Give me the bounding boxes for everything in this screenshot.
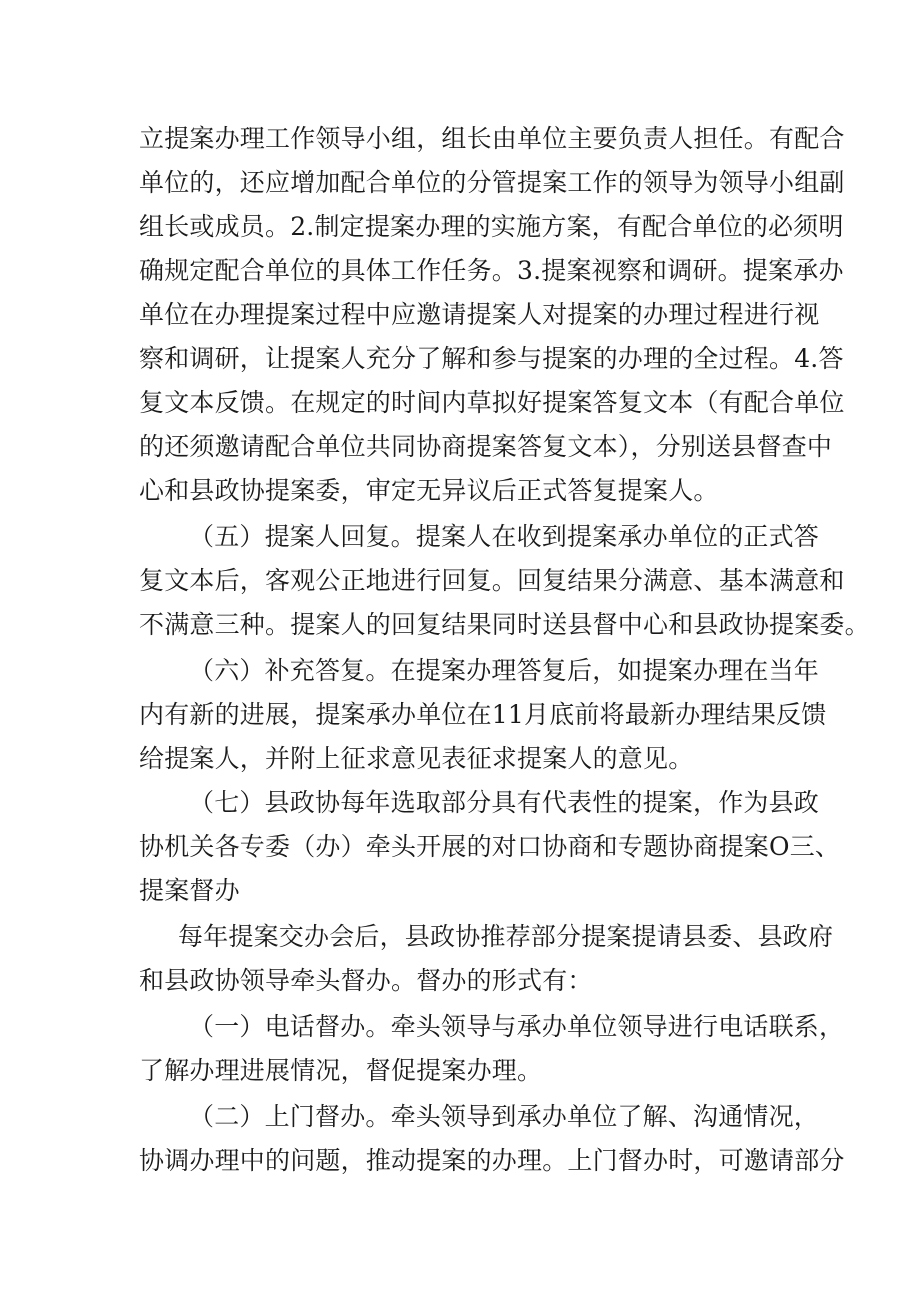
text-line-15: 给提案人，并附上征求意见表征求提案人的意见。 (139, 744, 694, 773)
text-line-18: 提案督办 (139, 876, 240, 905)
text-line-13: （六）补充答复。在提案办理答复后，如提案办理在当年 (189, 656, 820, 685)
text-line-11: 复文本后，客观公正地进行回复。回复结果分满意、基本满意和 (139, 566, 845, 595)
text-line-21: （一）电话督办。牵头领导与承办单位领导进行电话联系， (189, 1012, 845, 1041)
text-line-16: （七）县政协每年选取部分具有代表性的提案，作为县政 (189, 788, 820, 817)
text-line-17: 协机关各专委（办）牵头开展的对口协商和专题协商提案O三、 (139, 832, 841, 861)
text-line-7: 复文本反馈。在规定的时间内草拟好提案答复文本（有配合单位 (139, 388, 845, 417)
text-line-6: 察和调研，让提案人充分了解和参与提案的办理的全过程。4.答 (139, 344, 844, 373)
text-line-12: 不满意三种。提案人的回复结果同时送县督中心和县政协提案委。 (139, 610, 870, 639)
text-line-2: 单位的，还应增加配合单位的分管提案工作的领导为领导小组副 (139, 168, 845, 197)
text-line-5: 单位在办理提案过程中应邀请提案人对提案的办理过程进行视 (139, 300, 820, 329)
text-line-20: 和县政协领导牵头督办。督办的形式有： (139, 966, 593, 995)
text-line-19: 每年提案交办会后，县政协推荐部分提案提请县委、县政府 (178, 922, 834, 951)
text-line-22: 了解办理进展情况，督促提案办理。 (139, 1056, 543, 1085)
text-line-23: （二）上门督办。牵头领导到承办单位了解、沟通情况， (189, 1102, 820, 1131)
text-line-1: 立提案办理工作领导小组，组长由单位主要负责人担任。有配合 (139, 124, 845, 153)
text-line-24: 协调办理中的问题，推动提案的办理。上门督办时，可邀请部分 (139, 1146, 845, 1175)
text-line-8: 的还须邀请配合单位共同协商提案答复文本），分别送县督查中 (139, 432, 833, 461)
text-line-10: （五）提案人回复。提案人在收到提案承办单位的正式答 (189, 522, 820, 551)
text-line-9: 心和县政协提案委，审定无异议后正式答复提案人。 (139, 476, 719, 505)
text-line-14: 内有新的进展，提案承办单位在11月底前将最新办理结果反馈 (139, 700, 827, 729)
text-line-3: 组长或成员。2.制定提案办理的实施方案，有配合单位的必须明 (139, 212, 844, 241)
text-line-4: 确规定配合单位的具体工作任务。3.提案视察和调研。提案承办 (139, 256, 844, 285)
